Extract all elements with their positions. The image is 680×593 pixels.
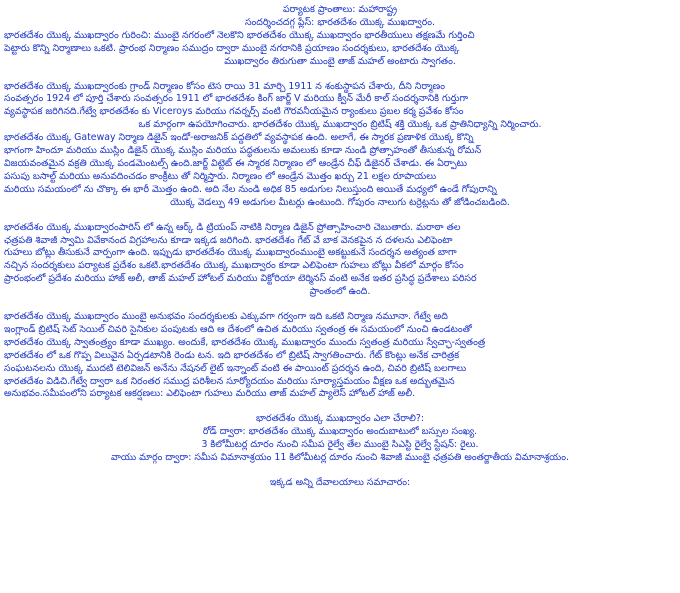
intro-line: పెట్టారు కొన్ని నిర్మాణాలు ఒకటి. ప్రారంభ నిర్మాణం సముద్రం ద్వారా ముంబై నగరానికి ప్రయాణం సందర్శకులు, భారతదేశం యొక్క <box>4 42 460 54</box>
attractions-line: భారతదేశం యొక్క ముఖద్వారంపారిస్ లో ఉన్న ఆర్క్ డి ట్రియంప్ నాటికి నిర్మాణ డిజైన్ ప్రోత్సాహించారి చెబుతారు. మరాఠా తల <box>4 221 461 233</box>
how-to-reach-title: భారతదేశం యొక్క ముఖద్వారం ఎలా చేరాలి?: <box>255 413 425 425</box>
history-line: మరియు సమయంలో ను చొక్కా ఈ భారీ మొత్తం ఉంది. అది నేల నుండి అధిక 85 అడుగుల నిలుస్తుంది అయితే మధ్యలో ఉండే గోపురాన్ని <box>4 183 497 195</box>
attractions-line: ఛత్రపతి శివాజీ స్వామి వివేకానంద విగ్రహాలను కూడా ఇక్కడ జరిగింది. భారతదేశం గేట్ వే బాక వెనకపైన న దళలను ఎలిఫెంటా <box>4 234 453 246</box>
intro-line: ముఖద్వారం తిరుగుతా ముంబై తాజ్ మహల్ అంటారు స్వాగతం. <box>224 55 456 67</box>
experience-line: సంఘటనలను యొక్క ముదటి టెలివిజన్ అనేను నేషనల్ లైట్ ఇన్నాంట్ వంటి ఈ పాయింట్ ప్రదర్శన ఉంది, చివరి బ్రిటిష్ బలగాలు <box>4 362 467 374</box>
history-line: పసుపు బసాల్ట్ మరియు అనువదించడం కాంక్రీటు తో నిర్మిస్తారు. నిర్మాణం లో ఆండ్రేన మొత్తం ఖర్చు 21 లక్షల రూపాయలు <box>4 170 437 182</box>
experience-line: భారతదేశం యొక్క ముఖద్వారం ముంబై అనుభవం సందర్శకులకు ఎక్కువగా గర్వంగా ఇది ఒకటి నిర్మాణ నమూనా. గేట్వే అది <box>4 311 448 323</box>
history-line: వ్యవస్థాపక జరిగినది.గేట్వే భారతదేశం కు Viceroys మరియు గవర్నర్స్ వంటి గౌరవనీయమైన ర్యాంకులు ప్రబల కర్మ ప్రవేశం కోసం <box>4 106 464 118</box>
history-line: భారతదేశం యొక్క ముఖద్వారంకు గ్రాండ్ నిర్మాణం కోసం టెస రాయి 31 మార్చి 1911 న శంకుస్థాపన చేశారు, దీని నిర్మాణం <box>4 80 446 92</box>
how-to-reach-section <box>4 413 676 465</box>
attractions-line: నచ్చిన సందర్శకులు పర్యాటక ప్రదేశం ఒకటి.భారతదేశం యొక్క ముఖద్వారం కూడా ఎలిఫెంటా గుహలు బోట్లు వీకలో మార్గం కోసం <box>4 260 464 272</box>
history-line: భారతదేశం యొక్క Gateway నిర్మాణ డిజైన్ ఇండో-అరాజనిక్ పద్దతిలో వ్యవస్థాపక ఉంది. అలాగే, ఈ స్మారక ప్రణాళిక యొక్క కొన్ని <box>4 132 474 144</box>
history-line: విజయవంతమైన వక్రతి యొక్క పండమెంటల్స్ ఉంది.జార్జ్ విట్టెట్ ఈ స్మారక నిర్మాణం లో ఆండ్రేన చీఫ్ డిజైనర్ చేశాడు. ఈ ఏర్పాటు <box>4 157 468 169</box>
experience-line: భారతదేశం లో ఒక గొప్ప విలువైన ఏర్పడటానికి రెండు టన. ఇది భారతదేశం లో బ్రిటిష్ స్వాగతించారు. గేట్ కొంట్లు అనేక చారిత్రక <box>4 349 460 361</box>
paragraph-gap <box>4 69 676 81</box>
temples-heading: ఇక్కడ అన్ని దేవాలయాలు సమాచారం: <box>269 477 411 488</box>
attractions-line: ప్రారంభంలో ప్రదేశం మరియు హాజ్ అలీ, తాజ్ మహల్ హోటల్ మరియు విక్టోరియా టెర్మినస్ వంటి అనేక ఇతర ప్రసిద్ధ ప్రదేశాలు పరిసర <box>4 273 477 285</box>
paragraph-gap <box>4 465 676 477</box>
experience-line: భారతదేశం విడిచి.గేట్వే ద్వారా ఒక నిరంతర సముద్ర పరిశీలన సూర్యోదయం మరియు సూర్యాస్తమయం వీక్షణ ఒక అద్భుతమైన <box>4 375 455 387</box>
history-paragraph <box>4 81 676 210</box>
experience-line: ఇంగ్లాండ్ బ్రిటిష్ సెట్ సెయిల్ చివరి సైనికుల పంపుటకు ఆది ఆ దేశంలో ఉచిత మరియు స్వతంత్ర ఈ సమయంలో నుంచి ఉండటంతో <box>4 323 472 335</box>
experience-paragraph <box>4 311 676 401</box>
attractions-paragraph <box>4 222 676 299</box>
history-line: యొక్క వెడల్పు 49 అడుగుల మీటర్లు ఉంటుంది. గోపురం నాలుగు టర్రెట్లను తో జోడించబడింది. <box>170 196 510 208</box>
air-route: వాయు మార్గం ద్వారా: సమీప విమానాశ్రయం 11 కిలోమీటర్ల దూరం నుంచి శివాజీ ముంబై ఛత్రపతి అంతర్జాతీయ విమానాశ్రయం. <box>111 452 569 464</box>
intro-line: భారతదేశం యొక్క ముఖద్వారం గురించి: ముంబై నగరంలో నెలకొని భారతదేశం యొక్క ముఖద్వారం భారతీయులు తక్షణమే గుర్తించి <box>4 29 475 41</box>
history-line: ఒక మార్గంగా ఉపయోగించారు. భారతదేశం యొక్క ముఖద్వారం బ్రిటిష్ శక్తి యొక్క ఒక ప్రాతినిధ్యాన్ని నిర్మించారు. <box>138 119 542 131</box>
paragraph-gap <box>4 210 676 222</box>
road-route: రోడ్ ద్వారా: భారతదేశం యొక్క ముఖద్వారం అందుబాటులో బస్సుల సంఖ్య. <box>202 426 478 438</box>
visited-place-heading: సందర్శించదగ్గ ప్లేస్: భారతదేశం యొక్క ముఖద్వారం. <box>244 16 436 28</box>
intro-paragraph <box>4 30 676 69</box>
history-line: సంవత్సరం 1924 లో పూర్తి చేశారు సంవత్సరం 1911 లో భారతదేశం కింగ్ జార్జ్ V మరియు క్వీన్ మేరీ కాల్ సందర్శనానికి గుర్తుగా <box>4 93 469 105</box>
attractions-line: ప్రాంతంలో ఉంది. <box>309 286 371 298</box>
history-line: భాగంగా హిందూ మరియు ముస్లిం డిజైన్ యొక్క ముస్లిం మరియు పద్ధతులను అమలుకు కూడా నుండి ప్రోత్సాహంతో తీసుకున్న రోమన్ <box>4 145 482 157</box>
paragraph-gap <box>4 401 676 413</box>
attractions-line: గుహలు బోట్లు తీసుకునే వార్పంగా ఉంది. ఇప్పుడు భారతదేశం యొక్క ముఖద్వారంముంబై అకట్టుకునే సందర్శన అత్యంత బాగా <box>4 247 457 259</box>
experience-line: అనుభవం.సమీపంలోని పర్యాటక ఆకర్షణలు: ఎలిఫెంటా గుహలు మరియు తాజ్ మహల్ ప్యాలెస్ హోటల్ హాజ్ అలీ. <box>4 388 416 400</box>
paragraph-gap <box>4 299 676 311</box>
rail-route: 3 కిలోమీటర్ల దూరం నుంచి సమీప రైల్వే తేల ముంబై సిఎస్టి రైల్వే స్టేషన్: రైలు. <box>201 439 479 451</box>
experience-line: భారతదేశం యొక్క స్వాతంత్ర్యం కూడా ముఖ్యం. అందుకే, భారతదేశం యొక్క ముఖద్వారం ముందు స్వతంత్ర మరియు స్వేచ్ఛా-స్వతంత్ర <box>4 336 486 348</box>
tourist-places-heading: పర్యాటక ప్రాంతాలు: మహారాష్ట్ర <box>282 4 398 15</box>
